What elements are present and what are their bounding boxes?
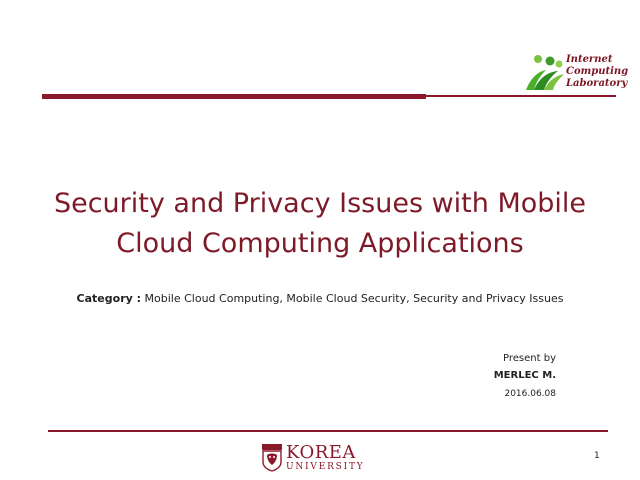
university-logo	[262, 442, 365, 474]
top-divider-thin	[426, 95, 616, 97]
green-people-icon	[524, 54, 566, 92]
tiger-crest-icon	[262, 444, 282, 472]
lab-name-line3: Laboratory	[566, 78, 628, 89]
lab-name-line2: Computing	[566, 66, 629, 77]
presentation-date: 2016.06.08	[504, 389, 556, 399]
bottom-divider	[48, 430, 608, 432]
presenter-name: MERLEC M.	[493, 370, 556, 381]
category-line	[20, 292, 620, 305]
lab-logo	[524, 50, 629, 96]
slide-title-line2: Cloud Computing Applications	[116, 228, 524, 259]
presenter-block	[494, 352, 556, 402]
university-wordmark	[286, 444, 365, 472]
lab-name	[566, 54, 628, 90]
present-by-label: Present by	[503, 353, 556, 364]
slide-title	[20, 184, 620, 264]
page-number: 1	[594, 451, 600, 461]
category-value: Mobile Cloud Computing, Mobile Cloud Security, Security and Privacy Issues	[144, 292, 564, 305]
lab-name-line1: Internet	[566, 54, 613, 65]
top-divider-thick	[42, 94, 426, 99]
university-name: KOREA	[286, 442, 356, 463]
slide-title-line1: Security and Privacy Issues with Mobile	[53, 188, 587, 219]
category-label: Category :	[76, 292, 142, 305]
university-subtitle: UNIVERSITY	[286, 462, 365, 472]
